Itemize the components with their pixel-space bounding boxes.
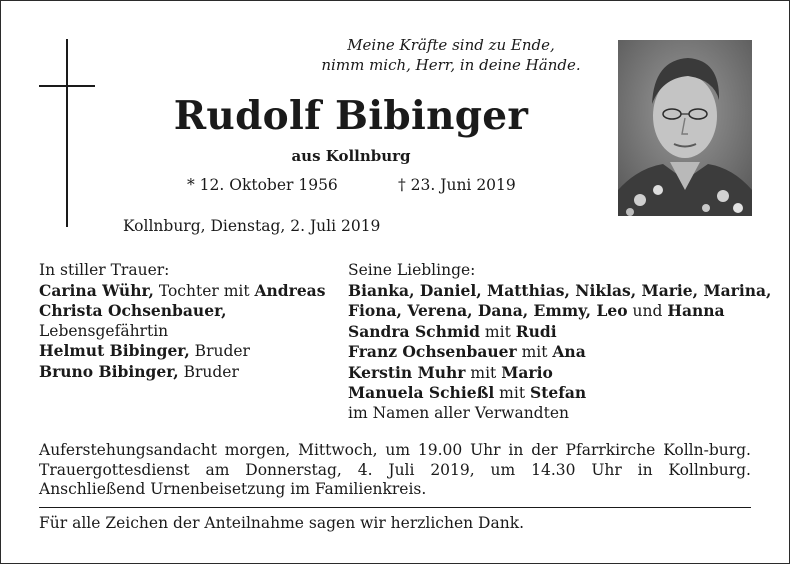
- person-name: Mario: [501, 362, 553, 382]
- person-name: Bianka, Daniel, Matthias, Niklas, Marie, Marina,: [348, 280, 772, 300]
- person-name: Carina Wühr,: [39, 280, 154, 300]
- person-name: Stefan: [530, 383, 587, 402]
- verse-line-2: nimm mich, Herr, in deine Hände.: [321, 56, 581, 74]
- favorites-list: [348, 281, 771, 424]
- relation-text: Bruder: [189, 342, 250, 360]
- list-item: [348, 301, 771, 322]
- person-name: Helmut Bibinger,: [39, 341, 190, 360]
- list-item: [348, 363, 771, 384]
- mourners-column: [39, 261, 325, 382]
- relation-text: Tochter mit: [153, 281, 255, 300]
- person-name: Andreas: [254, 280, 326, 300]
- person-name: Manuela Schießl: [348, 383, 495, 402]
- person-name: Bruno Bibinger,: [39, 361, 179, 381]
- list-item: [348, 322, 771, 343]
- relation-text: Lebensgefährtin: [39, 321, 169, 340]
- relation-text: und: [627, 302, 668, 320]
- person-name: Christa Ochsenbauer,: [39, 301, 227, 320]
- list-item: [39, 322, 325, 342]
- deceased-name: Rudolf Bibinger: [173, 93, 529, 139]
- person-name: Kerstin Muhr: [348, 362, 466, 382]
- relation-text: mit: [516, 343, 553, 361]
- mourners-heading: In stiller Trauer:: [39, 261, 170, 279]
- list-item: [348, 383, 771, 404]
- cross-vertical-bar: [66, 39, 68, 227]
- relation-text: Bruder: [178, 362, 239, 381]
- favorites-column: [348, 261, 771, 423]
- relation-text: mit: [494, 384, 530, 402]
- person-name: Hanna: [667, 301, 725, 320]
- relation-text: mit: [479, 322, 516, 341]
- death-date: † 23. Juni 2019: [398, 176, 516, 194]
- list-item: [39, 341, 325, 362]
- person-name: Sandra Schmid: [348, 321, 480, 341]
- verse: [301, 35, 601, 75]
- divider: [39, 507, 751, 508]
- list-item: [39, 362, 325, 383]
- person-name: Franz Ochsenbauer: [348, 342, 517, 361]
- deceased-origin: aus Kollnburg: [291, 147, 411, 165]
- service-notice: Auferstehungsandacht morgen, Mittwoch, um 19.00 Uhr in der Pfarrkirche Kolln-burg. Trauergottesdienst am Donnerstag, 4. Juli 2019, um 14.30 Uhr in Kollnburg. Anschließend Urnenbeisetzung im Familienkreis.: [39, 441, 751, 498]
- verse-line-1: Meine Kräfte sind zu Ende,: [347, 36, 555, 54]
- person-name: Fiona, Verena, Dana, Emmy, Leo: [348, 301, 628, 320]
- list-item: [348, 342, 771, 363]
- person-name: Ana: [552, 342, 586, 361]
- mourners-list: [39, 281, 325, 383]
- person-name: Rudi: [515, 321, 557, 341]
- relation-text: mit: [465, 363, 502, 382]
- relation-text: im Namen aller Verwandten: [348, 403, 569, 422]
- list-item: [39, 301, 325, 322]
- thanks-line: Für alle Zeichen der Anteilnahme sagen wir herzlichen Dank.: [39, 514, 525, 532]
- list-item: [348, 404, 771, 424]
- place-and-date: Kollnburg, Dienstag, 2. Juli 2019: [123, 217, 381, 235]
- list-item: [39, 281, 325, 302]
- birth-date: * 12. Oktober 1956: [187, 176, 338, 194]
- portrait-photo: [618, 40, 752, 216]
- favorites-heading: Seine Lieblinge:: [348, 261, 476, 279]
- cross-horizontal-bar: [39, 85, 95, 87]
- list-item: [348, 281, 771, 302]
